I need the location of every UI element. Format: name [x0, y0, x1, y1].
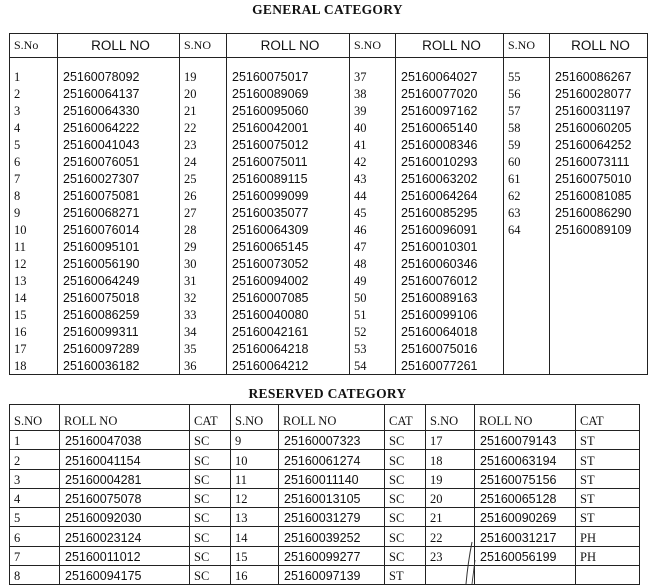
roll-no-cell: 25160075016	[396, 340, 504, 357]
table-row	[10, 357, 648, 374]
sno-cell: 43	[350, 170, 396, 187]
sno-cell: 31	[180, 272, 227, 289]
roll-no-cell	[550, 289, 648, 306]
roll-no-cell: 25160089115	[227, 170, 350, 187]
roll-no-cell: 25160027307	[58, 170, 180, 187]
sno-cell: 5	[10, 136, 58, 153]
table-row	[10, 136, 648, 153]
roll-no-cell: 25160007323	[279, 431, 385, 450]
category-cell: ST	[576, 431, 640, 450]
sno-cell: 45	[350, 204, 396, 221]
roll-no-cell	[550, 340, 648, 357]
roll-no-cell: 25160075078	[60, 488, 190, 507]
table-row	[10, 238, 648, 255]
sno-cell: 8	[10, 187, 58, 204]
header-sno: S.NO	[350, 34, 396, 58]
category-cell: SC	[385, 508, 426, 527]
roll-no-cell: 25160075156	[475, 469, 576, 488]
sno-cell: 48	[350, 255, 396, 272]
sno-cell: 21	[180, 102, 227, 119]
header-sno: S.NO	[10, 405, 60, 431]
roll-no-cell: 25160068271	[58, 204, 180, 221]
sno-cell: 2	[10, 450, 60, 469]
roll-no-cell: 25160099099	[227, 187, 350, 204]
category-cell: SC	[190, 566, 231, 585]
table-row	[10, 204, 648, 221]
category-cell: SC	[190, 431, 231, 450]
header-cat: CAT	[385, 405, 426, 431]
sno-cell: 62	[504, 187, 550, 204]
roll-no-cell: 25160011012	[60, 546, 190, 565]
roll-no-cell: 25160075018	[58, 289, 180, 306]
sno-cell: 6	[10, 527, 60, 546]
sno-cell: 44	[350, 187, 396, 204]
roll-no-cell: 25160011140	[279, 469, 385, 488]
header-cat: CAT	[576, 405, 640, 431]
sno-cell: 50	[350, 289, 396, 306]
roll-no-cell: 25160086290	[550, 204, 648, 221]
header-roll-no: ROLL NO	[58, 34, 180, 58]
sno-cell: 17	[426, 431, 475, 450]
roll-no-cell: 25160007085	[227, 289, 350, 306]
sno-cell: 20	[426, 488, 475, 507]
roll-no-cell: 25160064137	[58, 85, 180, 102]
sno-cell	[504, 357, 550, 374]
roll-no-cell: 25160031217	[475, 527, 576, 546]
sno-cell: 54	[350, 357, 396, 374]
roll-no-cell: 25160064027	[396, 68, 504, 85]
sno-cell	[504, 272, 550, 289]
category-cell: ST	[576, 469, 640, 488]
sno-cell: 13	[231, 508, 279, 527]
sno-cell: 42	[350, 153, 396, 170]
sno-cell: 63	[504, 204, 550, 221]
roll-no-cell: 25160010301	[396, 238, 504, 255]
roll-no-cell	[550, 272, 648, 289]
sno-cell: 10	[231, 450, 279, 469]
roll-no-cell: 25160065140	[396, 119, 504, 136]
roll-no-cell: 25160094002	[227, 272, 350, 289]
category-cell: SC	[190, 527, 231, 546]
sno-cell: 26	[180, 187, 227, 204]
category-cell	[576, 566, 640, 585]
header-sno: S.NO	[180, 34, 227, 58]
sno-cell: 33	[180, 306, 227, 323]
roll-no-cell: 25160028077	[550, 85, 648, 102]
table-row	[10, 431, 640, 450]
table-row	[10, 323, 648, 340]
roll-no-cell: 25160097139	[279, 566, 385, 585]
roll-no-cell: 25160076014	[58, 221, 180, 238]
roll-no-cell: 25160060205	[550, 119, 648, 136]
header-roll-no: ROLL NO	[279, 405, 385, 431]
roll-no-cell: 25160076012	[396, 272, 504, 289]
table-row	[10, 340, 648, 357]
sno-cell: 36	[180, 357, 227, 374]
roll-no-cell: 25160040080	[227, 306, 350, 323]
sno-cell: 2	[10, 85, 58, 102]
sno-cell	[504, 238, 550, 255]
roll-no-cell: 25160061274	[279, 450, 385, 469]
roll-no-cell: 25160064309	[227, 221, 350, 238]
category-cell: SC	[385, 546, 426, 565]
sno-cell: 49	[350, 272, 396, 289]
sno-cell: 16	[10, 323, 58, 340]
category-cell: SC	[385, 450, 426, 469]
roll-no-cell: 25160086259	[58, 306, 180, 323]
roll-no-cell: 25160079143	[475, 431, 576, 450]
roll-no-cell: 25160089069	[227, 85, 350, 102]
category-cell: SC	[190, 488, 231, 507]
sno-cell: 27	[180, 204, 227, 221]
sno-cell: 10	[10, 221, 58, 238]
sno-cell: 19	[180, 68, 227, 85]
sno-cell: 47	[350, 238, 396, 255]
sno-cell: 12	[10, 255, 58, 272]
general-category-table	[9, 33, 648, 375]
sno-cell: 34	[180, 323, 227, 340]
sno-cell: 1	[10, 431, 60, 450]
sno-cell: 41	[350, 136, 396, 153]
sno-cell: 53	[350, 340, 396, 357]
roll-no-cell: 25160095101	[58, 238, 180, 255]
roll-no-cell: 25160073052	[227, 255, 350, 272]
sno-cell: 32	[180, 289, 227, 306]
roll-no-cell: 25160042001	[227, 119, 350, 136]
sno-cell: 7	[10, 546, 60, 565]
roll-no-cell: 25160099106	[396, 306, 504, 323]
category-cell: SC	[190, 469, 231, 488]
sno-cell	[504, 255, 550, 272]
table-spacer-row	[10, 58, 648, 68]
sno-cell: 51	[350, 306, 396, 323]
category-cell: PH	[576, 527, 640, 546]
roll-no-cell	[550, 255, 648, 272]
header-sno: S.NO	[231, 405, 279, 431]
sno-cell: 4	[10, 488, 60, 507]
table-row	[10, 85, 648, 102]
sno-cell: 25	[180, 170, 227, 187]
roll-no-cell: 25160056190	[58, 255, 180, 272]
reserved-header-row	[10, 405, 640, 431]
roll-no-cell	[550, 323, 648, 340]
roll-no-cell: 25160073111	[550, 153, 648, 170]
table-row	[10, 527, 640, 546]
sno-cell: 39	[350, 102, 396, 119]
category-cell: PH	[576, 546, 640, 565]
roll-no-cell: 25160064018	[396, 323, 504, 340]
signature-mark	[448, 540, 488, 585]
category-cell: ST	[576, 488, 640, 507]
sno-cell: 38	[350, 85, 396, 102]
roll-no-cell: 25160075012	[227, 136, 350, 153]
sno-cell: 18	[426, 450, 475, 469]
roll-no-cell: 25160075081	[58, 187, 180, 204]
roll-no-cell: 25160010293	[396, 153, 504, 170]
header-sno: S.NO	[426, 405, 475, 431]
table-row	[10, 488, 640, 507]
sno-cell: 59	[504, 136, 550, 153]
roll-no-cell: 25160097289	[58, 340, 180, 357]
roll-no-cell: 25160090269	[475, 508, 576, 527]
table-row	[10, 508, 640, 527]
sno-cell: 55	[504, 68, 550, 85]
header-roll-no: ROLL NO	[227, 34, 350, 58]
sno-cell: 35	[180, 340, 227, 357]
sno-cell: 16	[231, 566, 279, 585]
roll-no-cell: 25160086267	[550, 68, 648, 85]
roll-no-cell: 25160064249	[58, 272, 180, 289]
roll-no-cell: 25160075010	[550, 170, 648, 187]
sno-cell: 18	[10, 357, 58, 374]
roll-no-cell: 25160064222	[58, 119, 180, 136]
roll-no-cell: 25160064330	[58, 102, 180, 119]
category-cell: SC	[385, 527, 426, 546]
roll-no-cell: 25160008346	[396, 136, 504, 153]
header-roll-no: ROLL NO	[60, 405, 190, 431]
table-row	[10, 255, 648, 272]
sno-cell: 46	[350, 221, 396, 238]
sno-cell: 58	[504, 119, 550, 136]
roll-no-cell: 25160089109	[550, 221, 648, 238]
sno-cell: 11	[231, 469, 279, 488]
table-row	[10, 469, 640, 488]
roll-no-cell: 25160095060	[227, 102, 350, 119]
roll-no-cell	[550, 357, 648, 374]
sno-cell: 15	[10, 306, 58, 323]
header-sno: S.NO	[504, 34, 550, 58]
category-cell: SC	[385, 469, 426, 488]
roll-no-cell: 25160081085	[550, 187, 648, 204]
sno-cell: 6	[10, 153, 58, 170]
header-roll-no: ROLL NO	[396, 34, 504, 58]
roll-no-cell: 25160096091	[396, 221, 504, 238]
sno-cell	[504, 323, 550, 340]
header-sno: S.No	[10, 34, 58, 58]
sno-cell: 60	[504, 153, 550, 170]
roll-no-cell: 25160064252	[550, 136, 648, 153]
sno-cell: 57	[504, 102, 550, 119]
header-cat: CAT	[190, 405, 231, 431]
roll-no-cell: 25160085295	[396, 204, 504, 221]
sno-cell: 9	[10, 204, 58, 221]
table-row	[10, 170, 648, 187]
roll-no-cell: 25160064264	[396, 187, 504, 204]
table-row	[10, 289, 648, 306]
reserved-category-table	[9, 404, 640, 585]
sno-cell	[504, 289, 550, 306]
roll-no-cell: 25160036182	[58, 357, 180, 374]
sno-cell: 4	[10, 119, 58, 136]
table-row	[10, 153, 648, 170]
general-header-row	[10, 34, 648, 58]
roll-no-cell: 25160075011	[227, 153, 350, 170]
roll-no-cell: 25160056199	[475, 546, 576, 565]
roll-no-cell: 25160077261	[396, 357, 504, 374]
sno-cell: 8	[10, 566, 60, 585]
table-row	[10, 221, 648, 238]
roll-no-cell: 25160047038	[60, 431, 190, 450]
roll-no-cell: 25160060346	[396, 255, 504, 272]
sno-cell: 20	[180, 85, 227, 102]
table-row	[10, 546, 640, 565]
roll-no-cell: 25160013105	[279, 488, 385, 507]
sno-cell: 22	[426, 527, 475, 546]
roll-no-cell: 25160035077	[227, 204, 350, 221]
roll-no-cell: 25160064218	[227, 340, 350, 357]
category-cell: SC	[385, 488, 426, 507]
roll-no-cell: 25160031197	[550, 102, 648, 119]
category-cell: SC	[190, 508, 231, 527]
roll-no-cell: 25160097162	[396, 102, 504, 119]
roll-no-cell: 25160042161	[227, 323, 350, 340]
sno-cell: 23	[180, 136, 227, 153]
roll-no-cell: 25160092030	[60, 508, 190, 527]
roll-no-cell	[550, 238, 648, 255]
roll-no-cell: 25160004281	[60, 469, 190, 488]
sno-cell: 5	[10, 508, 60, 527]
sno-cell: 37	[350, 68, 396, 85]
sno-cell: 56	[504, 85, 550, 102]
sno-cell: 30	[180, 255, 227, 272]
table-row	[10, 272, 648, 289]
sno-cell: 64	[504, 221, 550, 238]
table-row	[10, 306, 648, 323]
sno-cell: 28	[180, 221, 227, 238]
roll-no-cell: 25160089163	[396, 289, 504, 306]
sno-cell: 22	[180, 119, 227, 136]
roll-no-cell: 25160063202	[396, 170, 504, 187]
roll-no-cell: 25160041043	[58, 136, 180, 153]
sno-cell	[504, 306, 550, 323]
roll-no-cell: 25160076051	[58, 153, 180, 170]
roll-no-cell	[550, 306, 648, 323]
sno-cell: 15	[231, 546, 279, 565]
reserved-category-title: RESERVED CATEGORY	[248, 386, 407, 401]
general-category-title: GENERAL CATEGORY	[252, 2, 403, 17]
category-cell: SC	[190, 546, 231, 565]
sno-cell: 29	[180, 238, 227, 255]
category-cell: ST	[576, 450, 640, 469]
header-roll-no: ROLL NO	[550, 34, 648, 58]
sno-cell: 17	[10, 340, 58, 357]
table-row	[10, 566, 640, 585]
sno-cell: 21	[426, 508, 475, 527]
roll-no-cell: 25160031279	[279, 508, 385, 527]
sno-cell: 61	[504, 170, 550, 187]
sno-cell: 23	[426, 546, 475, 565]
table-row	[10, 187, 648, 204]
roll-no-cell: 25160099277	[279, 546, 385, 565]
roll-no-cell: 25160064212	[227, 357, 350, 374]
category-cell: SC	[190, 450, 231, 469]
roll-no-cell: 25160075017	[227, 68, 350, 85]
sno-cell: 40	[350, 119, 396, 136]
roll-no-cell: 25160065145	[227, 238, 350, 255]
sno-cell: 52	[350, 323, 396, 340]
sno-cell: 19	[426, 469, 475, 488]
sno-cell: 7	[10, 170, 58, 187]
sno-cell: 3	[10, 469, 60, 488]
roll-no-cell: 25160023124	[60, 527, 190, 546]
sno-cell: 24	[180, 153, 227, 170]
sno-cell: 11	[10, 238, 58, 255]
table-row	[10, 450, 640, 469]
sno-cell: 12	[231, 488, 279, 507]
table-row	[10, 119, 648, 136]
sno-cell: 1	[10, 68, 58, 85]
roll-no-cell: 25160039252	[279, 527, 385, 546]
roll-no-cell: 25160078092	[58, 68, 180, 85]
sno-cell: 14	[231, 527, 279, 546]
roll-no-cell: 25160099311	[58, 323, 180, 340]
roll-no-cell: 25160077020	[396, 85, 504, 102]
table-row	[10, 68, 648, 85]
sno-cell: 9	[231, 431, 279, 450]
sno-cell: 13	[10, 272, 58, 289]
roll-no-cell: 25160065128	[475, 488, 576, 507]
category-cell: ST	[576, 508, 640, 527]
category-cell: SC	[385, 431, 426, 450]
roll-no-cell: 25160094175	[60, 566, 190, 585]
table-row	[10, 102, 648, 119]
sno-cell: 14	[10, 289, 58, 306]
roll-no-cell	[475, 566, 576, 585]
header-roll-no: ROLL NO	[475, 405, 576, 431]
roll-no-cell: 25160041154	[60, 450, 190, 469]
roll-no-cell: 25160063194	[475, 450, 576, 469]
sno-cell: 3	[10, 102, 58, 119]
sno-cell	[504, 340, 550, 357]
category-cell: ST	[385, 566, 426, 585]
